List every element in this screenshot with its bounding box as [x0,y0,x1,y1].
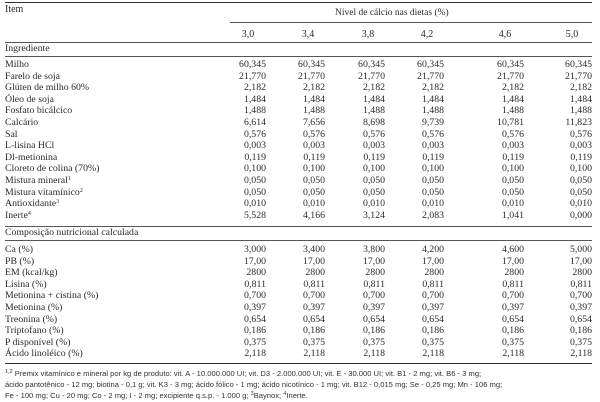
row-label [5,94,54,105]
table-cell: 17,00 [501,255,524,267]
table-row [5,82,592,93]
table-cell: 0,576 [501,128,524,140]
table-cell: 0,050 [569,175,592,186]
table-cell: 0,576 [362,128,385,140]
table-cell: 0,700 [501,290,524,302]
row-label [5,267,58,278]
table-cell: 21,770 [358,70,385,82]
table-cell: 21,770 [565,70,592,82]
table-cell: 0,186 [362,325,385,337]
table-cell: 0,050 [421,186,444,198]
table-cell: 0,010 [421,198,444,210]
row-label [5,244,33,255]
table-cell: 21,770 [239,70,266,82]
table-cell: 0,700 [569,290,592,302]
row-label [5,175,71,186]
section-composition: Composição nutricional calculada [5,227,139,238]
header-calcium-level: Nível de cálcio nas dietas (%) [335,8,449,18]
table-cell: 0,119 [502,151,524,163]
table-cell: 2,118 [363,348,385,360]
table-cell: 2,118 [502,348,524,360]
row-label [5,279,47,290]
row-label [5,140,54,151]
table-cell: 2,118 [244,348,266,360]
table-cell: 17,00 [302,255,325,267]
row-label [5,314,57,325]
table-cell: 0,654 [569,313,592,325]
table-cell: 0,375 [569,336,592,348]
table-row [5,325,592,336]
row-label [5,82,89,93]
table-cell: 0,003 [302,140,325,152]
table-cell: 0,003 [421,140,444,152]
table-cell: 0,397 [501,302,524,313]
table-cell: 2800 [424,267,444,279]
table-cell: 17,00 [362,255,385,267]
table-cell: 2,182 [243,82,266,94]
table-cell: 0,100 [362,163,385,175]
row-label [5,198,59,209]
table-cell: 21,770 [298,70,325,82]
table-cell: 0,100 [421,163,444,175]
row-label [5,348,83,359]
table-cell: 0,700 [243,290,266,302]
footnote-mark-1-2: 1,2 [5,369,13,375]
table-cell: 4,600 [501,244,524,255]
top-rule [5,2,592,3]
table-cell: 0,119 [244,151,266,163]
table-cell: 0,654 [302,313,325,325]
table-cell: 0,375 [243,336,266,348]
table-row [5,140,592,151]
table-cell: 2800 [504,267,524,279]
table-cell: 0,050 [243,186,266,198]
level-header-3: 4,2 [420,29,434,40]
table-cell: 21,770 [417,70,444,82]
table-cell: 3,000 [243,244,266,255]
table-cell: 1,488 [501,105,524,117]
row-label [5,59,29,70]
table-row [5,198,592,209]
footnote-mark: 2 [79,187,83,194]
table-cell: 0,375 [302,336,325,348]
table-cell: 3,800 [362,244,385,255]
row-label [5,152,57,163]
table-cell: 2,182 [569,82,592,94]
table-cell: 0,050 [243,175,266,186]
row-label-text: Lisina (%) [5,278,47,290]
table-row [5,302,592,313]
table-cell: 3,400 [302,244,325,255]
row-label-text: PB (%) [5,255,35,267]
level-header-2: 3,8 [361,29,375,40]
table-cell: 0,010 [569,198,592,210]
table-cell: 2,118 [422,348,444,360]
row-label-text: Treonina (%) [5,313,58,325]
footnote-baynox: Baynox; [253,391,282,400]
table-cell: 2800 [365,267,385,279]
table-cell: 0,700 [421,290,444,302]
footnote-mark: 4 [27,210,31,217]
table-cell: 0,186 [421,325,444,337]
table-row [5,244,592,255]
table-cell: 0,119 [363,151,385,163]
bottom-rule [5,363,592,364]
section-ingredients: Ingrediente [5,43,50,54]
table-cell: 1,488 [243,105,266,117]
table-cell: 0,003 [569,140,592,152]
table-cell: 0,654 [243,313,266,325]
table-cell: 1,484 [569,93,592,105]
row-label-text: Metionina + cistina (%) [5,290,99,302]
table-cell: 0,100 [243,163,266,175]
table-cell: 0,119 [422,151,444,163]
table-cell: 0,576 [302,128,325,140]
table-cell: 0,003 [501,140,524,152]
row-label [5,129,18,140]
row-label-text: L-lisina HCl [5,140,55,152]
table-cell: 0,375 [362,336,385,348]
table-cell: 0,700 [362,290,385,302]
table-cell: 0,186 [302,325,325,337]
table-cell: 0,397 [302,302,325,313]
row-label [5,117,38,128]
row-label [5,325,64,336]
table-cell: 0,003 [362,140,385,152]
table-cell: 17,00 [243,255,266,267]
row-label-text: Triptofano (%) [5,325,64,337]
table-row [5,163,592,174]
level-header-5: 5,0 [565,29,579,40]
level-header-4: 4,6 [498,29,512,40]
table-cell: 1,484 [501,93,524,105]
level-header-0: 3,0 [241,29,255,40]
footnote-inerte: Inerte. [286,391,308,400]
table-cell: 0,010 [243,198,266,210]
table-cell: 0,397 [243,302,266,313]
row-label [5,105,72,116]
table-cell: 0,811 [244,278,266,290]
table-cell: 2,118 [303,348,325,360]
row-label-text: Milho [5,59,29,70]
row-label [5,210,31,221]
table-cell: 0,397 [569,302,592,313]
table-row [5,59,592,70]
row-label-text: Metionina (%) [5,302,63,313]
table-cell: 60,345 [497,59,524,70]
row-label [5,302,62,313]
table-cell: 0,654 [501,313,524,325]
table-cell: 0,000 [569,209,592,221]
footnote-line-3: Fe - 100 mg; Cu - 20 mg; Co - 2 mg; I - 2 mg; excipiente q.s.p. - 1.000 g; [5,391,249,400]
composition-rule [5,240,592,241]
row-label-text: Farelo de soja [5,70,60,82]
table-cell: 0,654 [421,313,444,325]
table-cell: 2800 [572,267,592,279]
table-row [5,279,592,290]
table-row [5,267,592,278]
table-cell: 0,050 [362,186,385,198]
row-label-text: Sal [5,128,18,140]
table-cell: 1,488 [421,105,444,117]
table-cell: 9,739 [421,117,444,128]
table-cell: 2,083 [421,209,444,221]
table-row [5,117,592,128]
table-row [5,129,592,140]
table-cell: 4,200 [421,244,444,255]
table-cell: 2,182 [302,82,325,94]
table-cell: 7,656 [302,117,325,128]
table-row [5,348,592,359]
footnote [5,368,592,401]
table-cell: 11,823 [565,117,592,128]
row-label [5,337,71,348]
row-label-text: Cloreto de colina (70%) [5,163,100,175]
table-cell: 0,397 [421,302,444,313]
row-label-text: Ca (%) [5,244,34,255]
table-row [5,175,592,186]
row-label [5,71,60,82]
header-item: Item [5,4,24,15]
table-cell: 0,050 [302,175,325,186]
table-cell: 0,010 [302,198,325,210]
row-label-text: Mistura mineral [5,175,68,186]
table-cell: 0,186 [501,325,524,337]
row-label-text: Calcário [5,117,39,128]
table-row [5,256,592,267]
table-cell: 0,375 [421,336,444,348]
table-cell: 0,050 [421,175,444,186]
table-cell: 4,166 [302,209,325,221]
table-cell: 1,488 [569,105,592,117]
row-label-text: Dl-metionina [5,151,58,163]
table-cell: 0,100 [501,163,524,175]
table-cell: 0,050 [569,186,592,198]
table-cell: 0,119 [303,151,325,163]
table-cell: 0,100 [569,163,592,175]
table-row [5,290,592,301]
header-bottom-rule [5,42,592,43]
table-cell: 0,010 [362,198,385,210]
table-cell: 2,182 [501,82,524,94]
level-header-1: 3,4 [301,29,315,40]
table-cell: 0,811 [502,278,524,290]
footnote-mark: 3 [56,199,60,206]
row-label-text: EM (kcal/kg) [5,267,58,279]
row-label [5,256,34,267]
table-cell: 2,118 [570,348,592,360]
table-cell: 5,000 [569,244,592,255]
table-row [5,152,592,163]
table-cell: 2800 [246,267,266,279]
table-cell: 60,345 [565,59,592,70]
table-row [5,187,592,198]
table-cell: 0,186 [569,325,592,337]
table-cell: 60,345 [417,59,444,70]
footnote-line-1: Premix vitamínico e mineral por kg de produto: vit. A - 10.000.000 UI; vit. D3 - 2.000.000 UI; vit. E - 30.000 UI; vit. B1 - 2 mg; vit. B6 - 3 mg; [14,369,482,378]
footnote-mark-3: 3 [250,391,254,397]
table-cell: 0,050 [362,175,385,186]
row-label-text: Antioxidante [5,198,57,210]
table-row [5,105,592,116]
table-cell: 1,484 [302,93,325,105]
table-cell: 0,119 [570,151,592,163]
table-cell: 60,345 [298,59,325,70]
table-cell: 0,050 [302,186,325,198]
table-cell: 1,488 [362,105,385,117]
table-row [5,94,592,105]
table-cell: 1,484 [243,93,266,105]
row-label-text: Inerte [5,209,28,221]
table-cell: 0,576 [569,128,592,140]
table-cell: 1,041 [501,209,524,221]
table-cell: 0,186 [243,325,266,337]
table-row [5,71,592,82]
table-cell: 2,182 [421,82,444,94]
row-label [5,163,99,174]
row-label-text: Glúten de milho 60% [5,82,90,94]
table-row [5,337,592,348]
table-cell: 1,488 [302,105,325,117]
table-cell: 0,003 [243,140,266,152]
table-cell: 6,614 [243,117,266,128]
footnote-mark: 1 [67,176,71,182]
table-cell: 0,576 [421,128,444,140]
table-cell: 1,484 [362,93,385,105]
row-label-text: Fosfato bicálcico [5,105,73,117]
table-cell: 0,375 [501,336,524,348]
table-cell: 17,00 [569,255,592,267]
footnote-mark-4: 4 [283,391,287,397]
table-row [5,210,592,221]
header-subrule [230,22,592,23]
row-label [5,290,98,301]
table-cell: 0,811 [570,278,592,290]
row-label-text: Ácido linoléico (%) [5,348,83,360]
table-cell: 0,811 [422,278,444,290]
table-cell: 2,182 [362,82,385,94]
table-cell: 0,050 [501,186,524,198]
table-cell: 0,811 [363,278,385,290]
table-cell: 0,654 [362,313,385,325]
row-label [5,187,83,198]
table-cell: 8,698 [362,117,385,128]
table-cell: 2800 [305,267,325,279]
table-cell: 0,397 [362,302,385,313]
table-cell: 5,528 [243,209,266,221]
table-row [5,314,592,325]
table-cell: 1,484 [421,93,444,105]
ingredients-rule [5,56,592,57]
table-cell: 60,345 [239,59,266,70]
table-cell: 0,811 [303,278,325,290]
table-cell: 60,345 [358,59,385,70]
table-cell: 0,576 [243,128,266,140]
footnote-line-2: ácido pantotênico - 12 mg; biotina - 0,1 g; vit. K3 - 3 mg; ácido fólico - 1 mg; ácido nicotínico - 1 mg; vit. B12 - 0,015 mg; Se - 0,25 mg; Mn - 106 mg; [5,380,503,389]
row-label-text: Mistura vitamínico [5,186,80,198]
table-cell: 17,00 [421,255,444,267]
table-cell: 3,124 [362,209,385,221]
table-cell: 10,781 [497,117,524,128]
row-label-text: Óleo de soja [5,93,54,105]
table-cell: 0,100 [302,163,325,175]
table-cell: 0,700 [302,290,325,302]
table-cell: 0,010 [501,198,524,210]
table-cell: 0,050 [501,175,524,186]
table-cell: 21,770 [497,70,524,82]
row-label-text: P disponível (%) [5,336,71,348]
